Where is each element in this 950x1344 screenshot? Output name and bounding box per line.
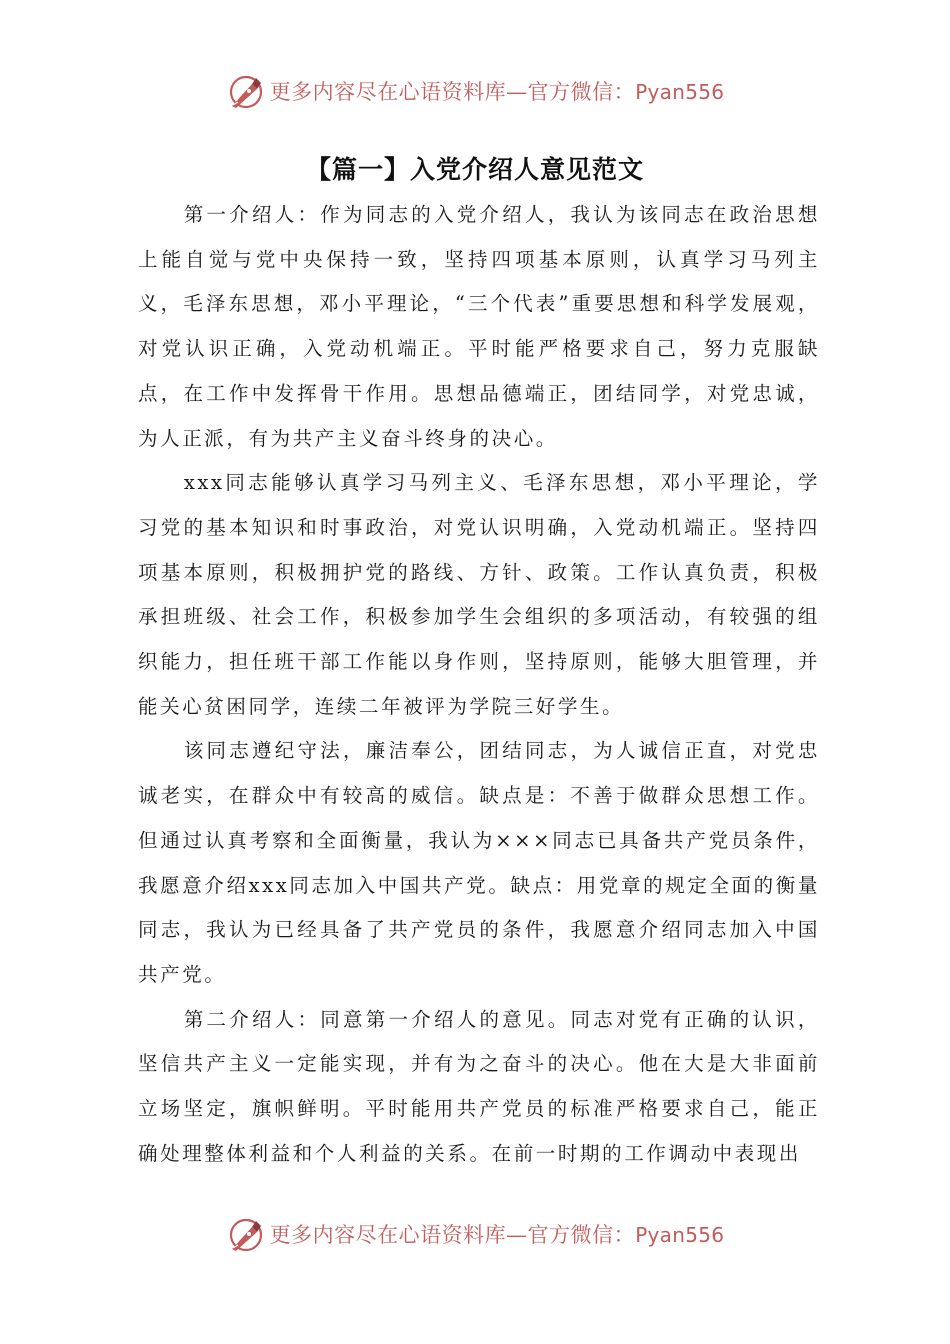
paragraph: 该同志遵纪守法，廉洁奉公，团结同志，为人诚信正直，对党忠诚老实，在群众中有较高的威信。缺点是：不善于做群众思想工作。但通过认真考察和全面衡量，我认为×××同志已具备共产党员条件，我愿意介绍xxx同志加入中国共产党。缺点：用党章的规定全面的衡量同志，我认为已经具备了共产党员的条件，我愿意介绍同志加入中国共产党。 xyxy=(138,739,820,986)
document-heading: 【篇一】入党介绍人意见范文 xyxy=(305,155,644,184)
banner-text: 更多内容尽在心语资料库—官方微信： xyxy=(269,1223,636,1247)
document-body xyxy=(138,193,820,1176)
banner-wechat-id: Pyan556 xyxy=(635,80,725,104)
paragraph: 第一介绍人：作为同志的入党介绍人，我认为该同志在政治思想上能自觉与党中央保持一致，坚持四项基本原则，认真学习马列主义，毛泽东思想，邓小平理论，“三个代表”重要思想和科学发展观，对党认识正确，入党动机端正。平时能严格要求自己，努力克服缺点，在工作中发挥骨干作用。思想品德端正，团结同学，对党忠诚，为人正派，有为共产主义奋斗终身的决心。 xyxy=(138,203,820,450)
banner-wechat-id: Pyan556 xyxy=(635,1223,725,1247)
pen-nib-logo-icon xyxy=(226,72,266,112)
paragraph: xxx同志能够认真学习马列主义、毛泽东思想，邓小平理论，学习党的基本知识和时事政治，对党认识明确，入党动机端正。坚持四项基本原则，积极拥护党的路线、方针、政策。工作认真负责，积极承担班级、社会工作，积极参加学生会组织的多项活动，有较强的组织能力，担任班干部工作能以身作则，坚持原则，能够大胆管理，并能关心贫困同学，连续二年被评为学院三好学生。 xyxy=(138,471,820,718)
header-banner xyxy=(0,70,950,114)
pen-nib-logo-icon xyxy=(226,1215,266,1255)
banner-text: 更多内容尽在心语资料库—官方微信： xyxy=(269,80,636,104)
footer-banner xyxy=(0,1213,950,1257)
paragraph: 第二介绍人：同意第一介绍人的意见。同志对党有正确的认识，坚信共产主义一定能实现，并有为之奋斗的决心。他在大是大非面前立场坚定，旗帜鲜明。平时能用共产党员的标准严格要求自己，能正确处理整体利益和个人利益的关系。在前一时期的工作调动中表现出 xyxy=(138,1007,820,1165)
